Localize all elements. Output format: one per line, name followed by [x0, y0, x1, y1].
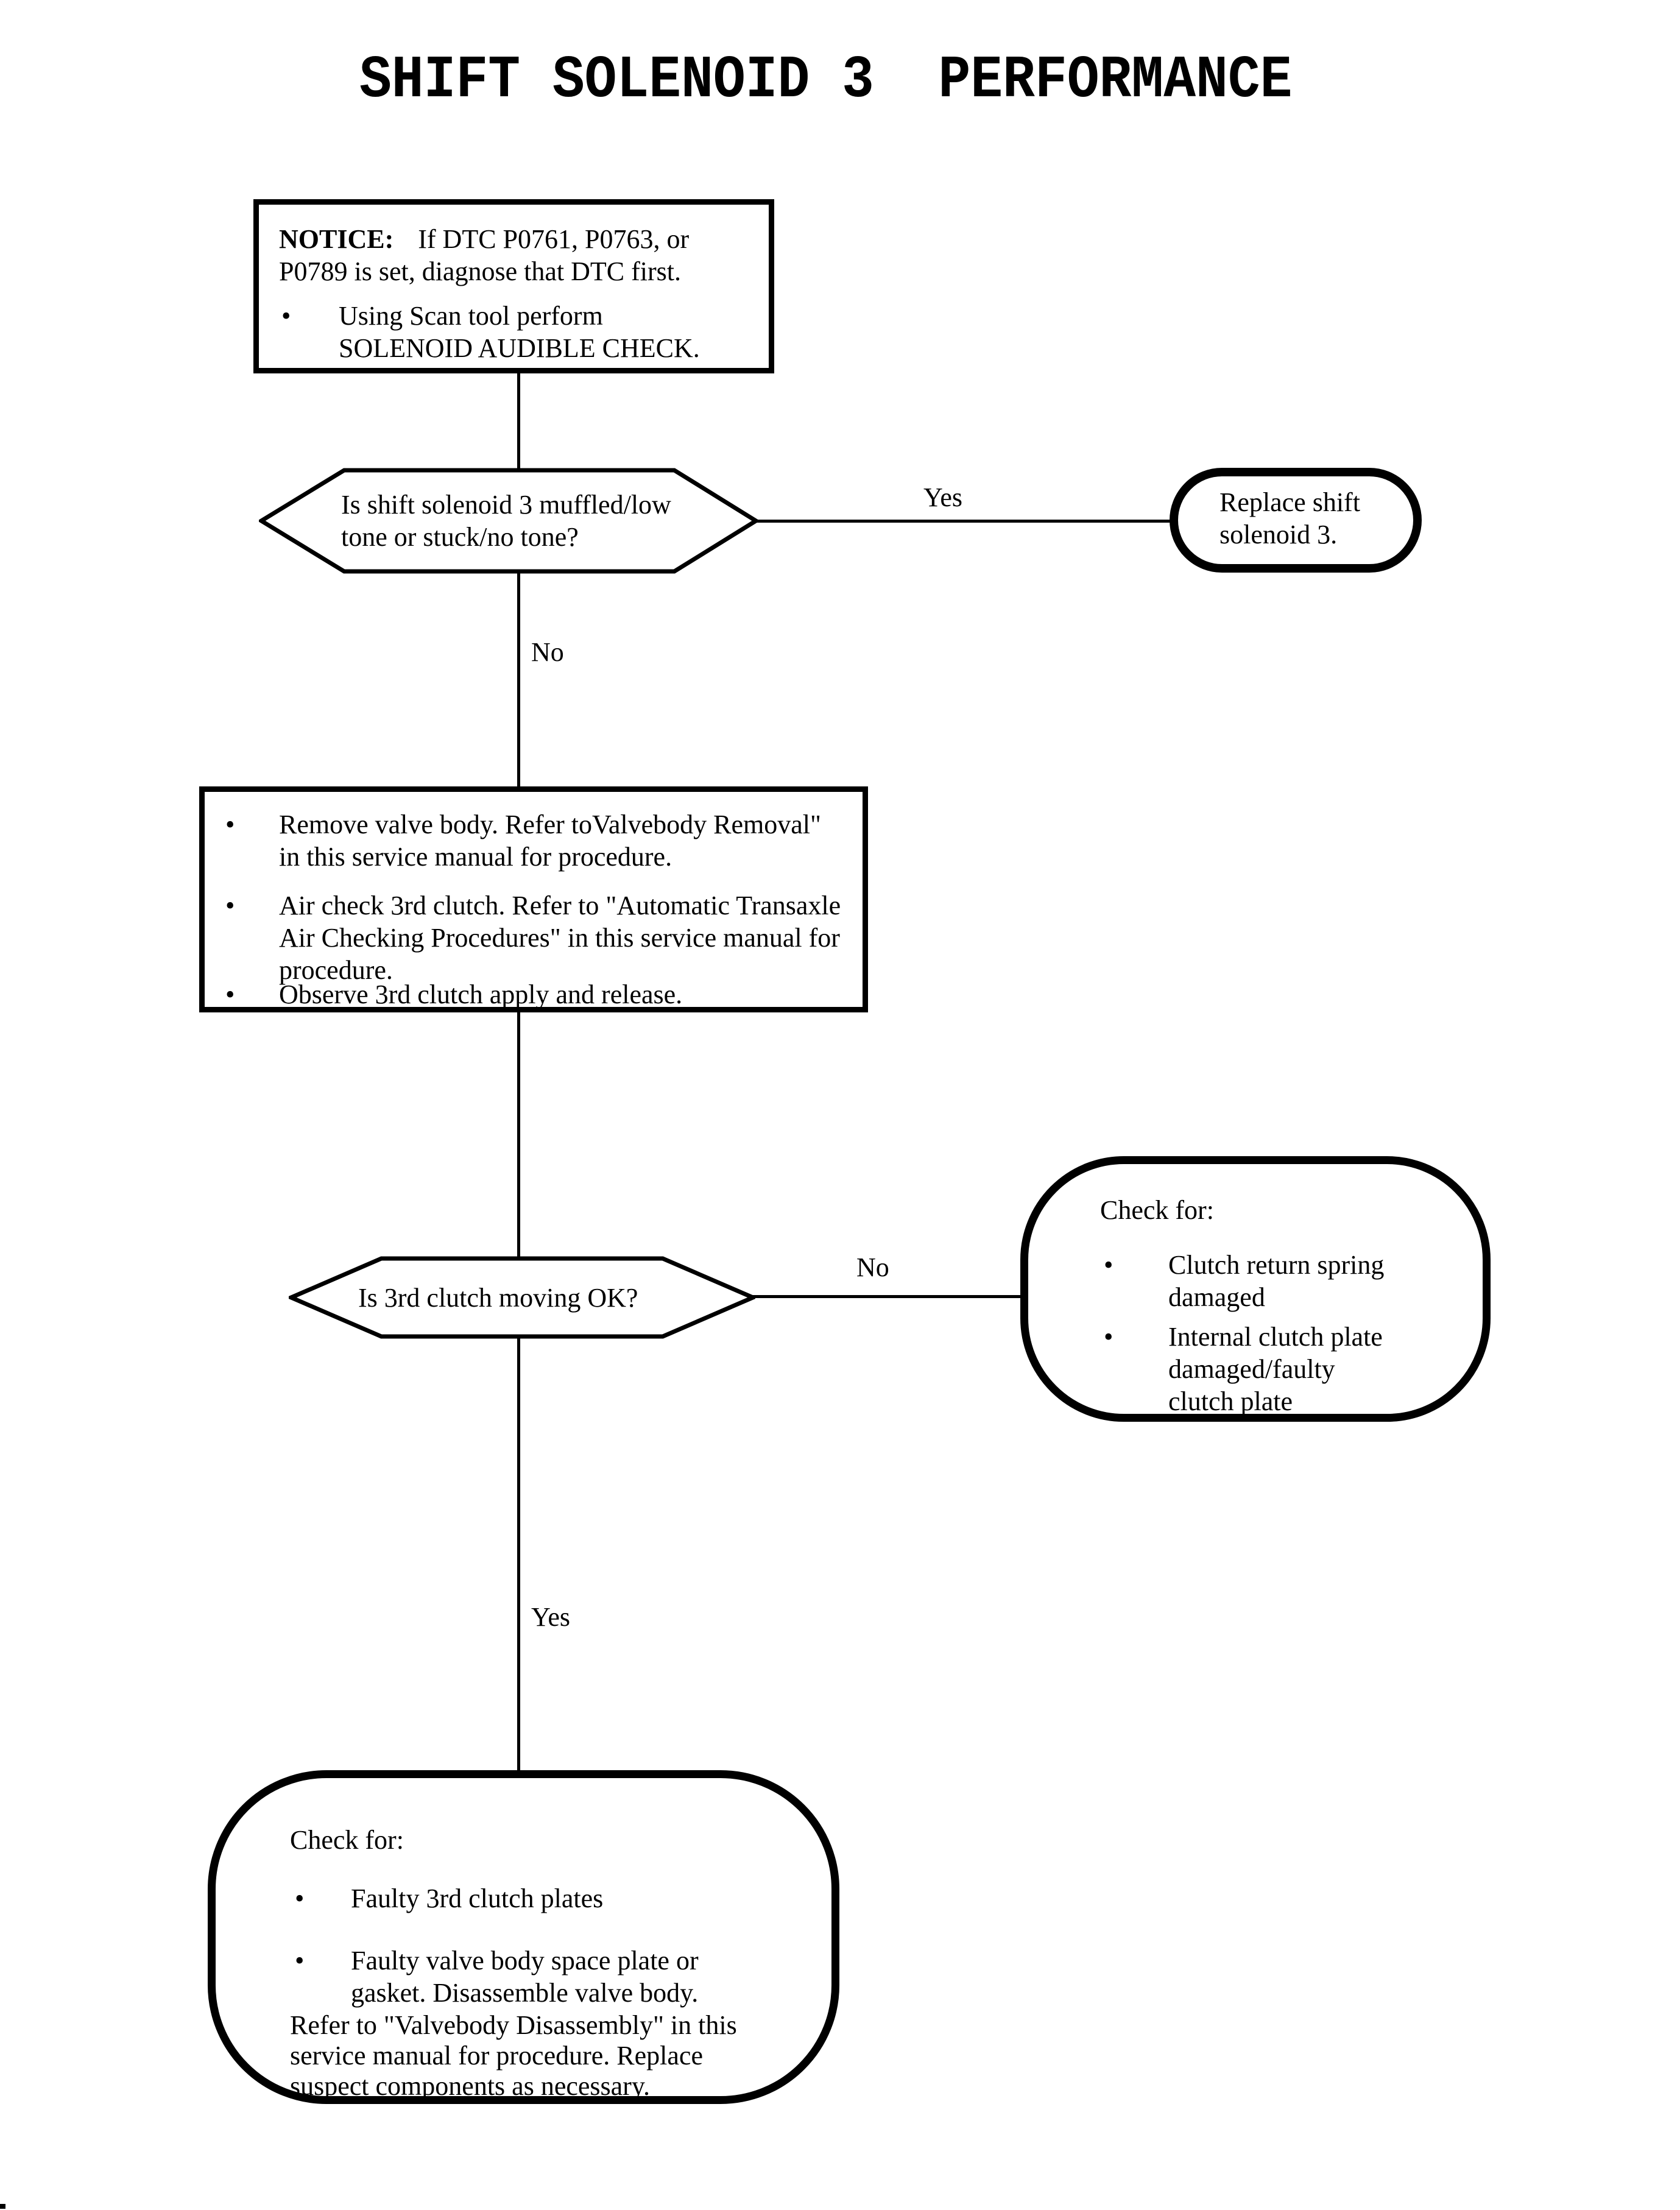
yes-connector-to-replace-box [755, 520, 1179, 523]
final-check-item1-line-1: Faulty 3rd clutch plates [351, 1883, 604, 1913]
yes-label-2: Yes [531, 1602, 571, 1632]
action-item2-line-3: procedure. [279, 955, 393, 985]
main-vertical-connector [517, 368, 520, 1779]
yes-label-1: Yes [923, 482, 963, 512]
page-title: SHIFT SOLENOID 3 PERFORMANCE [359, 47, 1293, 115]
clutch-check-item2-line-3: clutch plate [1168, 1386, 1293, 1416]
decision2-line-1: Is 3rd clutch moving OK? [358, 1283, 638, 1313]
bullet-marker: • [1104, 1322, 1114, 1352]
action-item2-line-1: Air check 3rd clutch. Refer to "Automatic Transaxle [279, 891, 841, 920]
notice-text-line-1 [279, 223, 689, 255]
action-item2-line-2: Air Checking Procedures" in this service manual for [279, 923, 840, 953]
action-item3-line-1: Observe 3rd clutch apply and release. [279, 980, 683, 1009]
no-label-2: No [856, 1252, 889, 1282]
final-check-footer-line-1: Refer to "Valvebody Disassembly" in this [290, 2010, 737, 2040]
bullet-marker: • [281, 301, 291, 331]
notice-text: If DTC P0761, P0763, or [418, 224, 690, 254]
clutch-check-item2-line-2: damaged/faulty [1168, 1354, 1335, 1384]
final-check-heading: Check for: [290, 1825, 404, 1855]
clutch-check-item1-line-2: damaged [1168, 1282, 1265, 1312]
notice-label: NOTICE: [279, 224, 394, 254]
scan-artifact-dot [0, 2204, 5, 2209]
notice-bullet-line-2: SOLENOID AUDIBLE CHECK. [339, 333, 700, 363]
clutch-check-heading: Check for: [1100, 1195, 1214, 1225]
bullet-marker: • [295, 1883, 305, 1913]
bullet-marker: • [295, 1946, 305, 1975]
replace-box-line-1: Replace shift [1219, 487, 1360, 517]
no-connector-to-clutch-check-box [749, 1295, 1036, 1298]
action-item1-line-2: in this service manual for procedure. [279, 842, 672, 872]
final-check-footer-line-3: suspect components as necessary. [290, 2071, 650, 2101]
bullet-marker: • [225, 891, 235, 920]
decision1-line-2: tone or stuck/no tone? [341, 522, 579, 552]
notice-bullet-line-1: Using Scan tool perform [339, 301, 603, 331]
bullet-marker: • [225, 980, 235, 1009]
clutch-check-item2-line-1: Internal clutch plate [1168, 1322, 1383, 1352]
final-check-item2-line-1: Faulty valve body space plate or [351, 1946, 699, 1975]
replace-box-line-2: solenoid 3. [1219, 520, 1338, 549]
final-check-footer-line-2: service manual for procedure. Replace [290, 2041, 703, 2071]
final-check-item2-line-2: gasket. Disassemble valve body. [351, 1978, 699, 2008]
clutch-check-item1-line-1: Clutch return spring [1168, 1250, 1385, 1280]
decision1-line-1: Is shift solenoid 3 muffled/low [341, 490, 671, 520]
no-label-1: No [531, 637, 564, 667]
bullet-marker: • [1104, 1250, 1114, 1280]
action-item1-line-1: Remove valve body. Refer toValvebody Removal" [279, 810, 821, 839]
bullet-marker: • [225, 810, 235, 839]
notice-text-line-2: P0789 is set, diagnose that DTC first. [279, 256, 681, 286]
